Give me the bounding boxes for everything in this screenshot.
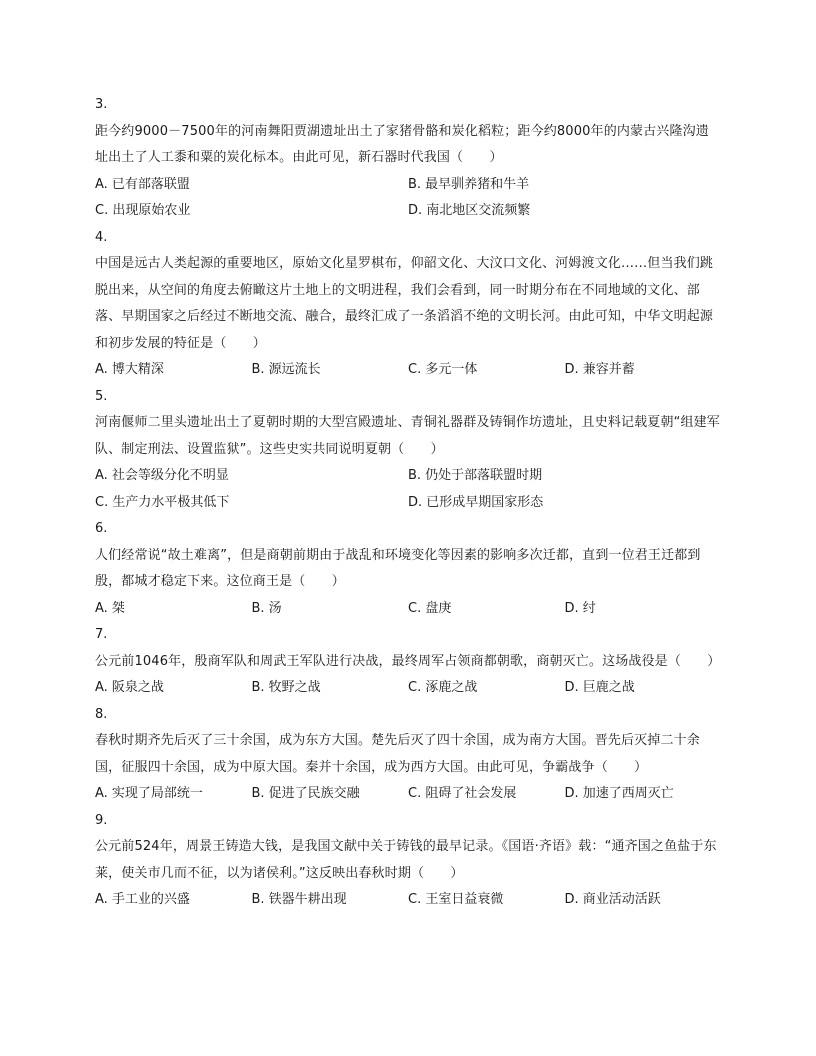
option-a: A. 桀 — [95, 600, 125, 616]
option-c: C. 生产力水平极其低下 — [95, 494, 230, 510]
question-stem: 距今约9000－7500年的河南舞阳贾湖遗址出土了家猪骨骼和炭化稻粒；距今约8000年的内蒙古兴隆沟遗址出土了人工黍和粟的炭化标本。由此可见，新石器时代我国（ ） — [95, 123, 709, 165]
answer-options — [95, 887, 721, 914]
question-stem: 公元前1046年，殷商军队和周武王军队进行决战，最终周军占领商都朝歌，商朝灭亡。这场战役是（ ） — [95, 653, 721, 669]
answer-options — [95, 463, 721, 516]
option-c: C. 王室日益衰微 — [408, 892, 504, 907]
answer-options — [95, 172, 721, 225]
option-c: C. 多元一体 — [408, 362, 478, 377]
option-c: C. 阻碍了社会发展 — [408, 786, 517, 801]
question-stem: 河南偃师二里头遗址出土了夏朝时期的大型宫殿遗址、青铜礼器群及铸铜作坊遗址，且史料记载夏朝“组建军队、制定刑法、设置监狱”。这些史实共同说明夏朝（ ） — [95, 415, 720, 457]
question-stem: 公元前524年，周景王铸造大钱，是我国文献中关于铸钱的最早记录。《国语·齐语》载：“通齐国之鱼盐于东莱，使关市几而不征，以为诸侯利。”这反映出春秋时期（ ） — [95, 839, 717, 881]
question-3 — [95, 92, 721, 225]
question-stem: 人们经常说“故土难离”，但是商朝前期由于战乱和环境变化等因素的影响多次迁都，直到一位君王迁都到殷，都城才稳定下来。这位商王是（ ） — [95, 547, 701, 589]
option-d: D. 巨鹿之战 — [564, 680, 635, 695]
question-number: 9. — [95, 812, 108, 828]
question-number: 3. — [95, 97, 108, 112]
option-d: D. 商业活动活跃 — [564, 892, 661, 907]
option-b: B. 仍处于部落联盟时期 — [408, 468, 543, 483]
option-a: A. 已有部落联盟 — [95, 176, 190, 192]
question-number: 7. — [95, 627, 108, 642]
question-8 — [95, 702, 721, 808]
answer-options — [95, 675, 721, 702]
option-b: B. 促进了民族交融 — [251, 786, 360, 801]
question-number: 5. — [95, 388, 108, 404]
option-d: D. 加速了西周灭亡 — [564, 786, 674, 801]
option-d: D. 兼容并蓄 — [564, 362, 635, 377]
option-c: C. 出现原始农业 — [95, 203, 191, 218]
option-b: B. 牧野之战 — [251, 680, 321, 695]
exam-page — [95, 92, 721, 914]
answer-options — [95, 357, 721, 384]
option-a: A. 阪泉之战 — [95, 680, 164, 695]
option-c: C. 涿鹿之战 — [408, 680, 478, 695]
option-a: A. 社会等级分化不明显 — [95, 468, 229, 483]
question-stem: 中国是远古人类起源的重要地区，原始文化星罗棋布，仰韶文化、大汶口文化、河姆渡文化……但当我们跳脱出来，从空间的角度去俯瞰这片土地上的文明进程，我们会看到，同一时期分布在不同地域的文化、部落、早期国家之后经过不断地交流、融合，最终汇成了一条滔滔不绝的文明长河。由此可知，中华文明起源和初步发展的特征是（ ） — [95, 256, 714, 351]
question-number: 4. — [95, 229, 108, 245]
option-a: A. 博大精深 — [95, 362, 164, 377]
option-a: A. 手工业的兴盛 — [95, 892, 190, 907]
question-stem: 春秋时期齐先后灭了三十余国，成为东方大国。楚先后灭了四十余国，成为南方大国。晋先后灭掉二十余国，征服四十余国，成为中原大国。秦并十余国，成为西方大国。由此可见，争霸战争（ ） — [95, 733, 700, 775]
question-9 — [95, 808, 721, 914]
option-b: B. 源远流长 — [251, 362, 321, 377]
option-c: C. 盘庚 — [408, 600, 452, 616]
option-d: D. 纣 — [564, 600, 596, 616]
option-d: D. 南北地区交流频繁 — [408, 203, 531, 218]
option-b: B. 汤 — [251, 600, 282, 616]
option-b: B. 最早驯养猪和牛羊 — [408, 176, 530, 192]
question-6 — [95, 516, 721, 622]
answer-options — [95, 781, 721, 808]
question-4 — [95, 225, 721, 384]
question-number: 6. — [95, 521, 108, 536]
question-5 — [95, 384, 721, 517]
option-d: D. 已形成早期国家形态 — [408, 494, 544, 510]
option-a: A. 实现了局部统一 — [95, 786, 203, 801]
option-b: B. 铁器牛耕出现 — [251, 892, 347, 907]
question-7 — [95, 622, 721, 702]
answer-options — [95, 596, 721, 623]
question-number: 8. — [95, 706, 108, 722]
